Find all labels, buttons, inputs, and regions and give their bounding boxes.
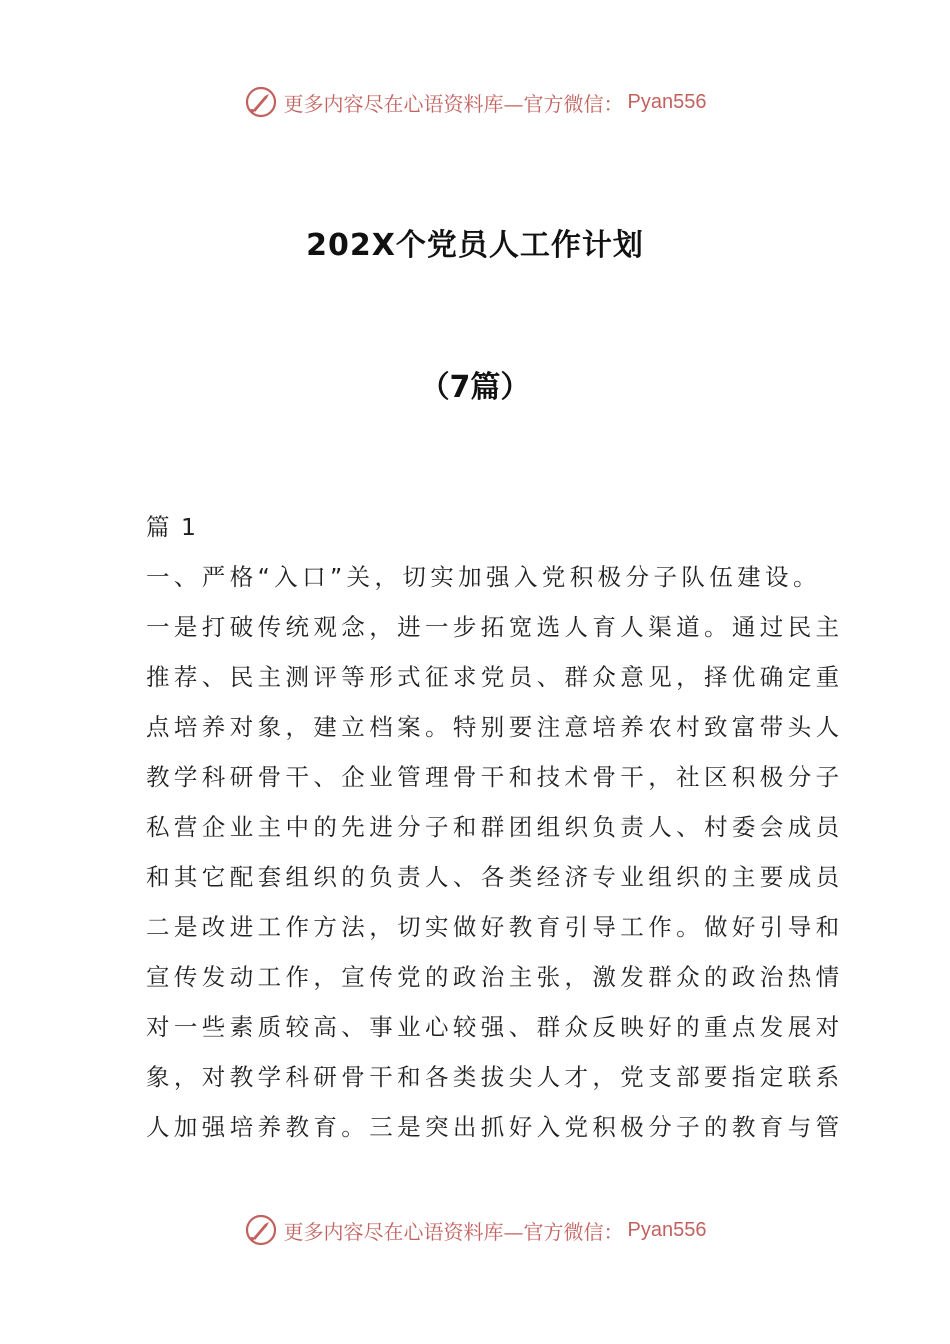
- paragraph-line: 人加强培养教育。三是突出抓好入党积极分子的教育与管: [146, 1113, 844, 1141]
- watermark-text: 更多内容尽在心语资料库—官方微信：: [283, 91, 624, 116]
- paragraph-line: 教学科研骨干、企业管理骨干和技术骨干，社区积极分子: [146, 763, 844, 791]
- footer-watermark: [0, 1210, 950, 1250]
- pen-nib-logo-icon: [244, 85, 278, 119]
- paragraph-line: 一是打破传统观念，进一步拓宽选人育人渠道。通过民主: [146, 613, 844, 641]
- section-label: 篇 1: [146, 513, 198, 541]
- paragraph-line: 象，对教学科研骨干和各类拔尖人才，党支部要指定联系: [146, 1063, 844, 1091]
- paragraph-line: 和其它配套组织的负责人、各类经济专业组织的主要成员: [146, 863, 844, 891]
- paragraph-line: 宣传发动工作，宣传党的政治主张，激发群众的政治热情: [146, 963, 844, 991]
- document-subtitle: （7篇）: [419, 370, 531, 405]
- watermark-text: 更多内容尽在心语资料库—官方微信：: [283, 1219, 624, 1244]
- watermark-contact: Pyan556: [627, 90, 707, 113]
- document-body: [146, 502, 844, 1152]
- watermark-contact: Pyan556: [627, 1218, 707, 1241]
- paragraph-line: 推荐、民主测评等形式征求党员、群众意见，择优确定重: [146, 663, 844, 691]
- document-title: 202X个党员人工作计划: [306, 228, 644, 263]
- paragraph-line: 私营企业主中的先进分子和群团组织负责人、村委会成员: [146, 813, 844, 841]
- paragraph-line: 点培养对象，建立档案。特别要注意培养农村致富带头人: [146, 713, 844, 741]
- paragraph-line: 一、严格“入口”关，切实加强入党积极分子队伍建设。: [146, 563, 821, 591]
- paragraph-line: 二是改进工作方法，切实做好教育引导工作。做好引导和: [146, 913, 844, 941]
- header-watermark: [0, 82, 950, 122]
- paragraph-line: 对一些素质较高、事业心较强、群众反映好的重点发展对: [146, 1013, 844, 1041]
- pen-nib-logo-icon: [244, 1213, 278, 1247]
